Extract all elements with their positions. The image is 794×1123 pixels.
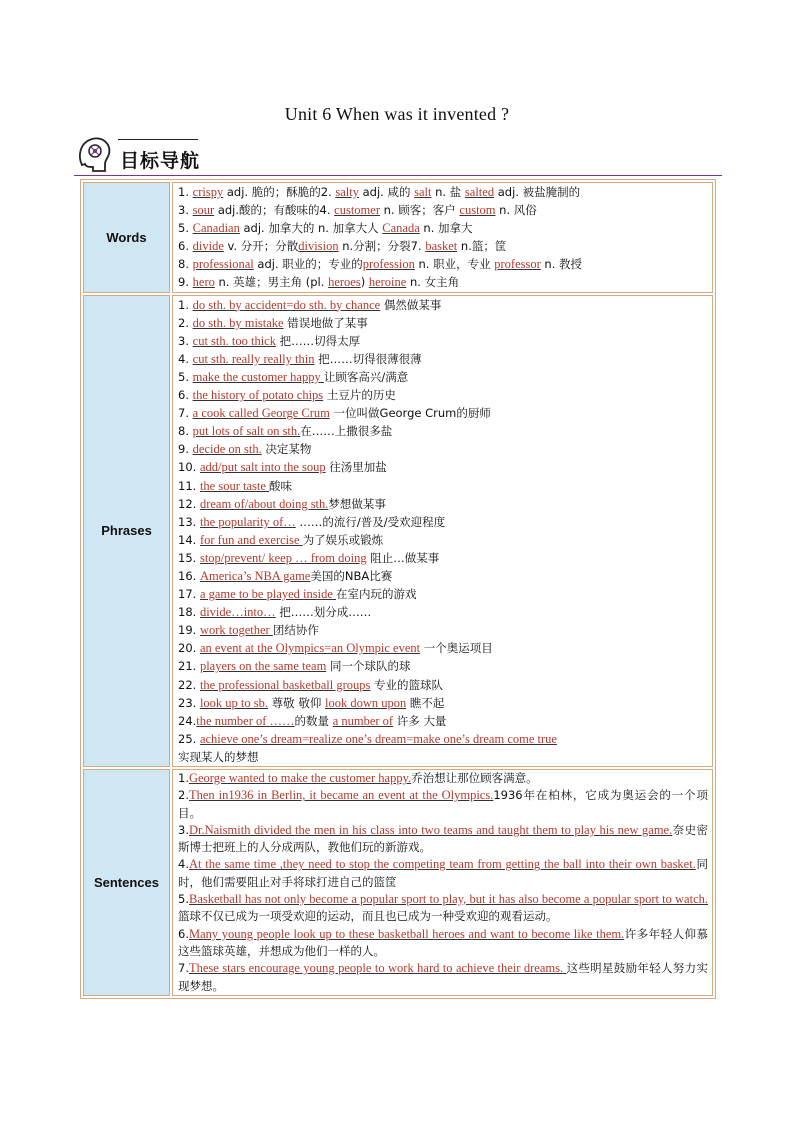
phrase-line bbox=[178, 477, 708, 495]
answer-text: work together bbox=[199, 623, 273, 638]
answer-text: Dr.Naismith divided the men in his class into two teams and taught them to play his new game. bbox=[188, 822, 673, 837]
answer-text: sour bbox=[192, 203, 215, 218]
sentence-item bbox=[178, 891, 708, 926]
line-text: n. 顾客；客户 bbox=[379, 203, 460, 218]
phrase-line bbox=[178, 368, 708, 386]
line-text: 7. bbox=[178, 406, 193, 421]
answer-text: heroes bbox=[328, 275, 361, 290]
phrase-line bbox=[178, 567, 708, 585]
answer-text: At the same time ,they need to stop the competing team from getting the ball into their own basket. bbox=[188, 857, 696, 872]
line-text: 23. bbox=[178, 695, 200, 710]
answer-text: custom bbox=[459, 203, 496, 218]
line-text: 1. bbox=[178, 297, 193, 312]
answer-text: crispy bbox=[192, 185, 224, 199]
phrase-line bbox=[178, 748, 708, 766]
answer-text: add/put salt into the soup bbox=[199, 460, 326, 475]
answer-text: Canada bbox=[382, 221, 420, 236]
line-text: 许多 大量 bbox=[393, 713, 447, 728]
answer-text: decide on sth. bbox=[192, 442, 262, 457]
line-text: n. 盐 bbox=[431, 185, 465, 199]
line-text: 13. bbox=[178, 514, 200, 529]
answer-text: salted bbox=[464, 185, 495, 199]
line-text: adj.酸的；有酸味的4. bbox=[214, 203, 335, 218]
line-text: ) bbox=[360, 275, 369, 290]
answer-text: a game to be played inside bbox=[199, 587, 337, 602]
line-text: adj. 咸的 bbox=[358, 185, 415, 199]
line-text: 1936年在柏林，它成为奥运会的一个项目。 bbox=[178, 788, 708, 820]
answer-text: Basketball has not only become a popular sport to play, but it has also become a popular sport to watch. bbox=[188, 892, 708, 907]
answer-text: customer bbox=[334, 203, 380, 218]
line-text: 4. bbox=[178, 351, 193, 366]
head-thinking-icon bbox=[76, 135, 112, 173]
line-text: 同一个球队的球 bbox=[326, 659, 411, 674]
line-text: 4. bbox=[178, 857, 189, 872]
answer-text: players on the same team bbox=[199, 659, 327, 674]
line-text: 把……切得很薄很薄 bbox=[314, 351, 422, 366]
phrase-line bbox=[178, 404, 708, 422]
phrase-line bbox=[178, 676, 708, 694]
answer-text: the number of …… bbox=[196, 713, 295, 728]
sentences-content bbox=[172, 769, 713, 996]
line-text: 同时，他们需要阻止对手将球打进自己的篮筐 bbox=[178, 857, 709, 889]
line-text: 5. bbox=[178, 221, 193, 236]
phrase-line bbox=[178, 603, 708, 621]
sentences-label: Sentences bbox=[83, 769, 170, 996]
answer-text: basket bbox=[425, 239, 458, 254]
line-text: 的数量 bbox=[294, 713, 333, 728]
word-line bbox=[178, 183, 708, 201]
line-text: 让顾客高兴/满意 bbox=[323, 369, 409, 384]
line-text: 3. bbox=[178, 822, 189, 837]
phrase-line bbox=[178, 549, 708, 567]
answer-text: the professional basketball groups bbox=[199, 677, 371, 692]
phrase-line bbox=[178, 694, 708, 712]
answer-text: achieve one’s dream=realize one’s dream=make one’s dream come true bbox=[199, 731, 557, 746]
answer-text: America’s NBA game bbox=[199, 568, 311, 583]
answer-text: do sth. by mistake bbox=[192, 315, 284, 330]
answer-text: do sth. by accident=do sth. by chance bbox=[192, 297, 381, 312]
line-text: 1. bbox=[178, 185, 193, 199]
target-table bbox=[80, 179, 716, 999]
answer-text: for fun and exercise bbox=[199, 532, 303, 547]
answer-text: Canadian bbox=[192, 221, 240, 236]
answer-text: the history of potato chips bbox=[192, 388, 324, 403]
sentences-row bbox=[83, 769, 713, 996]
section-header-title: 目标导航 bbox=[120, 150, 201, 172]
phrase-line bbox=[178, 639, 708, 657]
line-text: 团结协作 bbox=[272, 623, 319, 638]
line-text: 乔治想让那位顾客满意。 bbox=[411, 771, 538, 785]
line-text: 一个奥运项目 bbox=[420, 641, 493, 656]
line-text: 5. bbox=[178, 369, 193, 384]
answer-text: heroine bbox=[368, 275, 407, 290]
word-line bbox=[178, 201, 708, 219]
phrase-line bbox=[178, 495, 708, 513]
answer-text: look up to sb. bbox=[199, 695, 269, 710]
line-text: n.分割；分裂7. bbox=[338, 239, 426, 254]
line-text: n. 职业，专业 bbox=[414, 257, 495, 272]
line-text: 奈史密斯博士把班上的人分成两队，教他们玩的新游戏。 bbox=[178, 822, 709, 855]
word-line bbox=[178, 273, 708, 291]
line-text: 5. bbox=[178, 892, 189, 907]
line-text: 6. bbox=[178, 926, 189, 941]
line-text: 为了娱乐或锻炼 bbox=[302, 532, 384, 547]
line-text: 2. bbox=[178, 788, 189, 803]
line-text: adj. 加拿大的 n. 加拿大人 bbox=[239, 221, 383, 236]
phrase-line bbox=[178, 350, 708, 368]
line-text: 土豆片的历史 bbox=[323, 388, 396, 403]
line-text: v. 分开；分散 bbox=[223, 239, 299, 254]
answer-text: the sour taste bbox=[199, 478, 270, 493]
phrase-line bbox=[178, 386, 708, 404]
words-content bbox=[172, 182, 713, 293]
line-text: 12. bbox=[178, 496, 200, 511]
header-rule-top bbox=[118, 139, 198, 140]
sentence-item bbox=[178, 770, 708, 787]
line-text: adj. 脆的；酥脆的2. bbox=[223, 185, 336, 199]
line-text: 17. bbox=[178, 587, 200, 602]
answer-text: cut sth. too thick bbox=[192, 333, 276, 348]
line-text: 9. bbox=[178, 275, 193, 290]
line-text: 这些明星鼓励年轻人努力实现梦想。 bbox=[178, 961, 708, 993]
line-text: 20. bbox=[178, 641, 200, 656]
page-title: Unit 6 When was it invented ? bbox=[284, 104, 510, 124]
phrase-line bbox=[178, 422, 708, 440]
line-text: 3. bbox=[178, 333, 193, 348]
answer-text: Many young people look up to these basketball heroes and want to become like them. bbox=[188, 926, 625, 941]
line-text: 8. bbox=[178, 424, 193, 439]
word-line bbox=[178, 255, 708, 273]
line-text: 10. bbox=[178, 460, 200, 475]
line-text: n. 英雄；男主角 (pl. bbox=[214, 275, 329, 290]
line-text: 21. bbox=[178, 659, 200, 674]
line-text: n.篮；筐 bbox=[457, 239, 507, 254]
line-text: adj. 被盐腌制的 bbox=[494, 185, 581, 199]
answer-text: division bbox=[298, 239, 339, 254]
phrase-line bbox=[178, 585, 708, 603]
sentence-item bbox=[178, 960, 708, 995]
line-text: 美国的NBA比赛 bbox=[310, 568, 393, 583]
words-row bbox=[83, 182, 713, 293]
line-text: 决定某物 bbox=[261, 442, 312, 457]
line-text: adj. 职业的；专业的 bbox=[253, 257, 363, 272]
answer-text: make the customer happy bbox=[192, 369, 324, 384]
line-text: n. 女主角 bbox=[406, 275, 460, 290]
answer-text: put lots of salt on sth. bbox=[192, 424, 301, 439]
line-text: 瞧不起 bbox=[406, 695, 445, 710]
phrase-line bbox=[178, 332, 708, 350]
line-text: 18. bbox=[178, 605, 200, 620]
phrase-line bbox=[178, 531, 708, 549]
answer-text: profession bbox=[362, 257, 415, 272]
phrases-label: Phrases bbox=[83, 295, 170, 767]
line-text: 2. bbox=[178, 315, 193, 330]
line-text: 14. bbox=[178, 532, 200, 547]
phrase-line bbox=[178, 440, 708, 458]
answer-text: a cook called George Crum bbox=[192, 406, 330, 421]
line-text: n. 教授 bbox=[540, 257, 583, 272]
line-text: n. 风俗 bbox=[495, 203, 537, 218]
answer-text: Then in1936 in Berlin, it became an event at the Olympics. bbox=[188, 788, 494, 803]
line-text: 在……上撒很多盐 bbox=[300, 424, 393, 439]
word-line bbox=[178, 237, 708, 255]
sentence-item bbox=[178, 822, 708, 857]
answer-text: professional bbox=[192, 257, 254, 272]
answer-text: cut sth. really really thin bbox=[192, 351, 315, 366]
answer-text: a number of bbox=[332, 713, 394, 728]
word-line bbox=[178, 219, 708, 237]
line-text: 许多年轻人仰慕这些篮球英雄，并想成为他们一样的人。 bbox=[178, 926, 708, 958]
line-text: 15. bbox=[178, 550, 200, 565]
line-text: 6. bbox=[178, 388, 193, 403]
line-text: 25. bbox=[178, 731, 200, 746]
phrase-line bbox=[178, 513, 708, 531]
answer-text: hero bbox=[192, 275, 215, 290]
section-header bbox=[74, 133, 722, 177]
line-text: 专业的篮球队 bbox=[370, 677, 444, 692]
line-text: 把……划分成…… bbox=[275, 605, 372, 620]
line-text: 实现某人的梦想 bbox=[178, 749, 259, 764]
phrases-content bbox=[172, 295, 713, 767]
line-text: 8. bbox=[178, 257, 193, 272]
line-text: 错误地做了某事 bbox=[283, 315, 368, 330]
line-text: 往汤里加盐 bbox=[325, 460, 387, 475]
line-text: 在室内玩的游戏 bbox=[336, 587, 417, 602]
answer-text: the popularity of… bbox=[199, 514, 296, 529]
sentence-item bbox=[178, 856, 708, 891]
line-text: 11. bbox=[178, 478, 200, 493]
line-text: 把……切得太厚 bbox=[275, 333, 361, 348]
phrase-line bbox=[178, 657, 708, 675]
answer-text: George wanted to make the customer happy. bbox=[188, 771, 412, 785]
answer-text: salt bbox=[414, 185, 432, 199]
phrases-row bbox=[83, 295, 713, 767]
line-text: 酸味 bbox=[269, 478, 293, 493]
line-text: 偶然做某事 bbox=[380, 297, 442, 312]
line-text: 梦想做某事 bbox=[328, 496, 386, 511]
answer-text: divide…into… bbox=[199, 605, 276, 620]
line-text: ……的流行/普及/受欢迎程度 bbox=[295, 514, 446, 529]
phrase-line bbox=[178, 730, 708, 748]
line-text: 一位叫做George Crum的厨师 bbox=[329, 406, 491, 421]
sentence-item bbox=[178, 926, 708, 961]
answer-text: salty bbox=[335, 185, 359, 199]
line-text: 24. bbox=[178, 713, 197, 728]
phrase-line bbox=[178, 296, 708, 314]
answer-text: divide bbox=[192, 239, 224, 254]
answer-text: These stars encourage young people to work hard to achieve their dreams. bbox=[188, 961, 567, 976]
line-text: 阻止…做某事 bbox=[366, 550, 440, 565]
header-rule-bottom bbox=[74, 175, 722, 176]
line-text: 1. bbox=[178, 771, 189, 785]
sentence-item bbox=[178, 787, 708, 822]
answer-text: look down upon bbox=[324, 695, 407, 710]
line-text: n. 加拿大 bbox=[419, 221, 473, 236]
line-text: 尊敬 敬仰 bbox=[268, 695, 325, 710]
answer-text: an event at the Olympics=an Olympic event bbox=[199, 641, 421, 656]
phrase-line bbox=[178, 314, 708, 332]
phrase-line bbox=[178, 621, 708, 639]
answer-text: dream of/about doing sth. bbox=[199, 496, 329, 511]
phrase-line bbox=[178, 458, 708, 476]
line-text: 16. bbox=[178, 568, 200, 583]
phrase-line bbox=[178, 712, 708, 730]
line-text: 22. bbox=[178, 677, 200, 692]
line-text: 9. bbox=[178, 442, 193, 457]
words-label: Words bbox=[83, 182, 170, 293]
line-text: 篮球不仅已成为一项受欢迎的运动，而且也已成为一种受欢迎的观看运动。 bbox=[178, 909, 558, 924]
answer-text: professor bbox=[494, 257, 541, 272]
line-text: 3. bbox=[178, 203, 193, 218]
line-text: 6. bbox=[178, 239, 193, 254]
answer-text: stop/prevent/ keep … from doing bbox=[199, 550, 367, 565]
line-text: 19. bbox=[178, 623, 200, 638]
line-text: 7. bbox=[178, 961, 189, 976]
